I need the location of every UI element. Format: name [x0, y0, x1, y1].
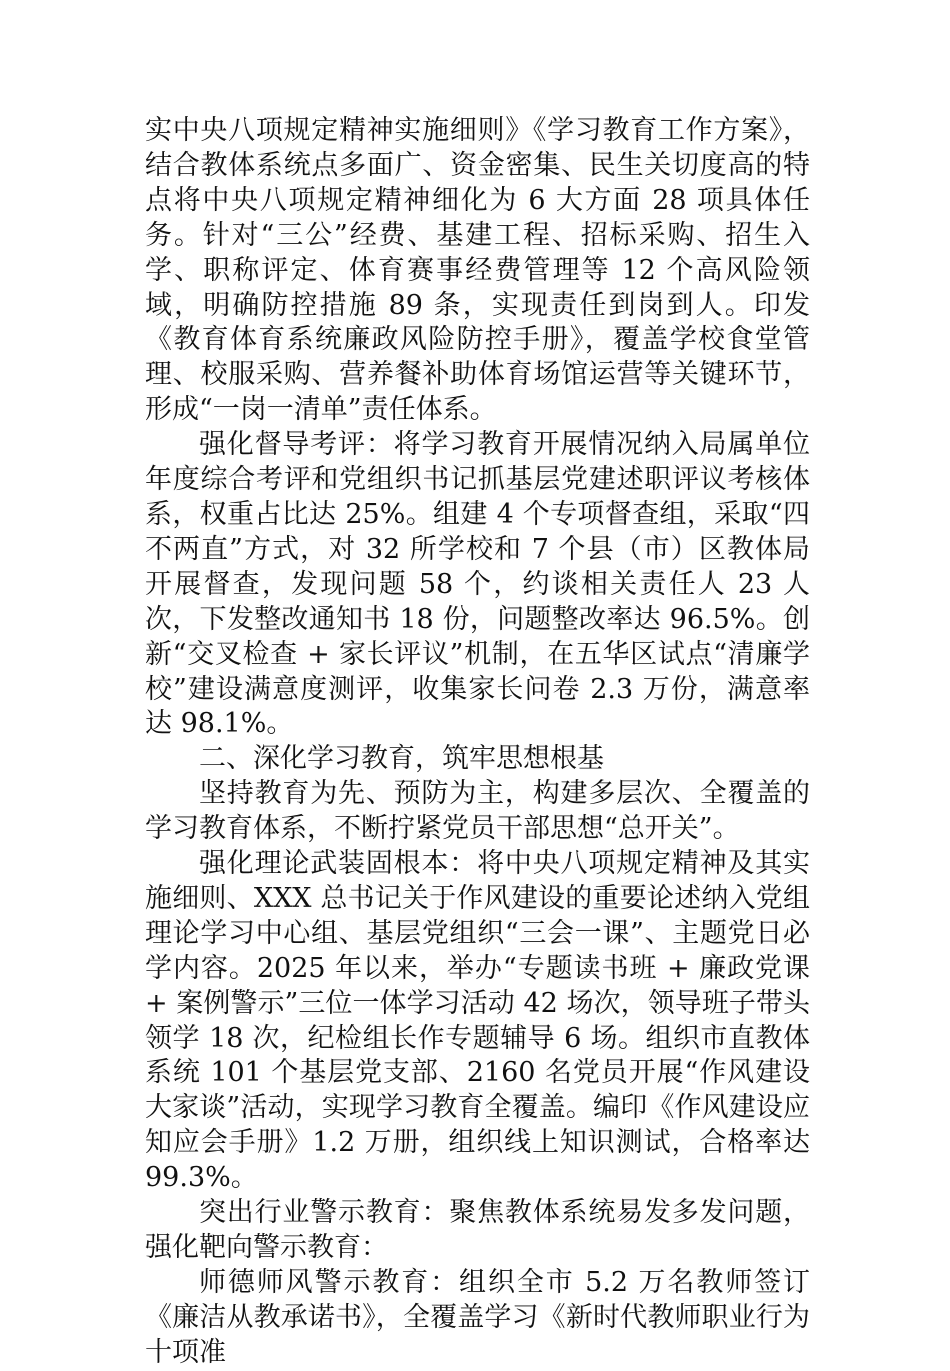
section-heading: 二、深化学习教育，筑牢思想根基 — [199, 743, 604, 775]
paragraph-4: 强化理论武装固根本：将中央八项规定精神及其实施细则、XXX 总书记关于作风建设的重要论述纳入党组理论学习中心组、基层党组织“三会一课”、主题党日必学内容。2025 年以来，举办“专题读书班 + 廉政党课 + 案例警示”三位一体学习活动 42 场次，领导班子带头领学 18 次，纪检组长作专题辅导 6 场。组织市直教体系统 101 个基层党支部、2160 名党员开展“作风建设大家谈”活动，实现学习教育全覆盖。编印《作风建设应知应会手册》1.2 万册，组织线上知识测试，合格率达 99.3%。 — [145, 848, 810, 1194]
paragraph-1: 实中央八项规定精神实施细则》《学习教育工作方案》，结合教体系统点多面广、资金密集、民生关切度高的特点将中央八项规定精神细化为 6 大方面 28 项具体任务。针对“三公”经费、基建工程、招标采购、招生入学、职称评定、体育赛事经费管理等 12 个高风险领域，明确防控措施 89 条，实现责任到岗到人。印发《教育体育系统廉政风险防控手册》，覆盖学校食堂管理、校服采购、营养餐补助体育场馆运营等关键环节，形成“一岗一清单”责任体系。 — [145, 115, 810, 426]
paragraph-6: 师德师风警示教育：组织全市 5.2 万名教师签订《廉洁从教承诺书》，全覆盖学习《新时代教师职业行为十项准 — [145, 1266, 810, 1368]
paragraph-2: 强化督导考评：将学习教育开展情况纳入局属单位年度综合考评和党组织书记抓基层党建述职评议考核体系，权重占比达 25%。组建 4 个专项督查组，采取“四不两直”方式，对 32 所学校和 7 个县（市）区教体局开展督查，发现问题 58 个，约谈相关责任人 23 人次，下发整改通知书 18 份，问题整改率达 96.5%。创新“交叉检查 + 家长评议”机制，在五华区试点“清廉学校”建设满意度测评，收集家长问卷 2.3 万份，满意率达 98.1%。 — [145, 429, 810, 740]
paragraph-5: 突出行业警示教育：聚焦教体系统易发多发问题，强化靶向警示教育： — [145, 1197, 810, 1263]
paragraph-3: 坚持教育为先、预防为主，构建多层次、全覆盖的学习教育体系，不断拧紧党员干部思想“总开关”。 — [145, 778, 810, 845]
document-body — [145, 114, 810, 1371]
